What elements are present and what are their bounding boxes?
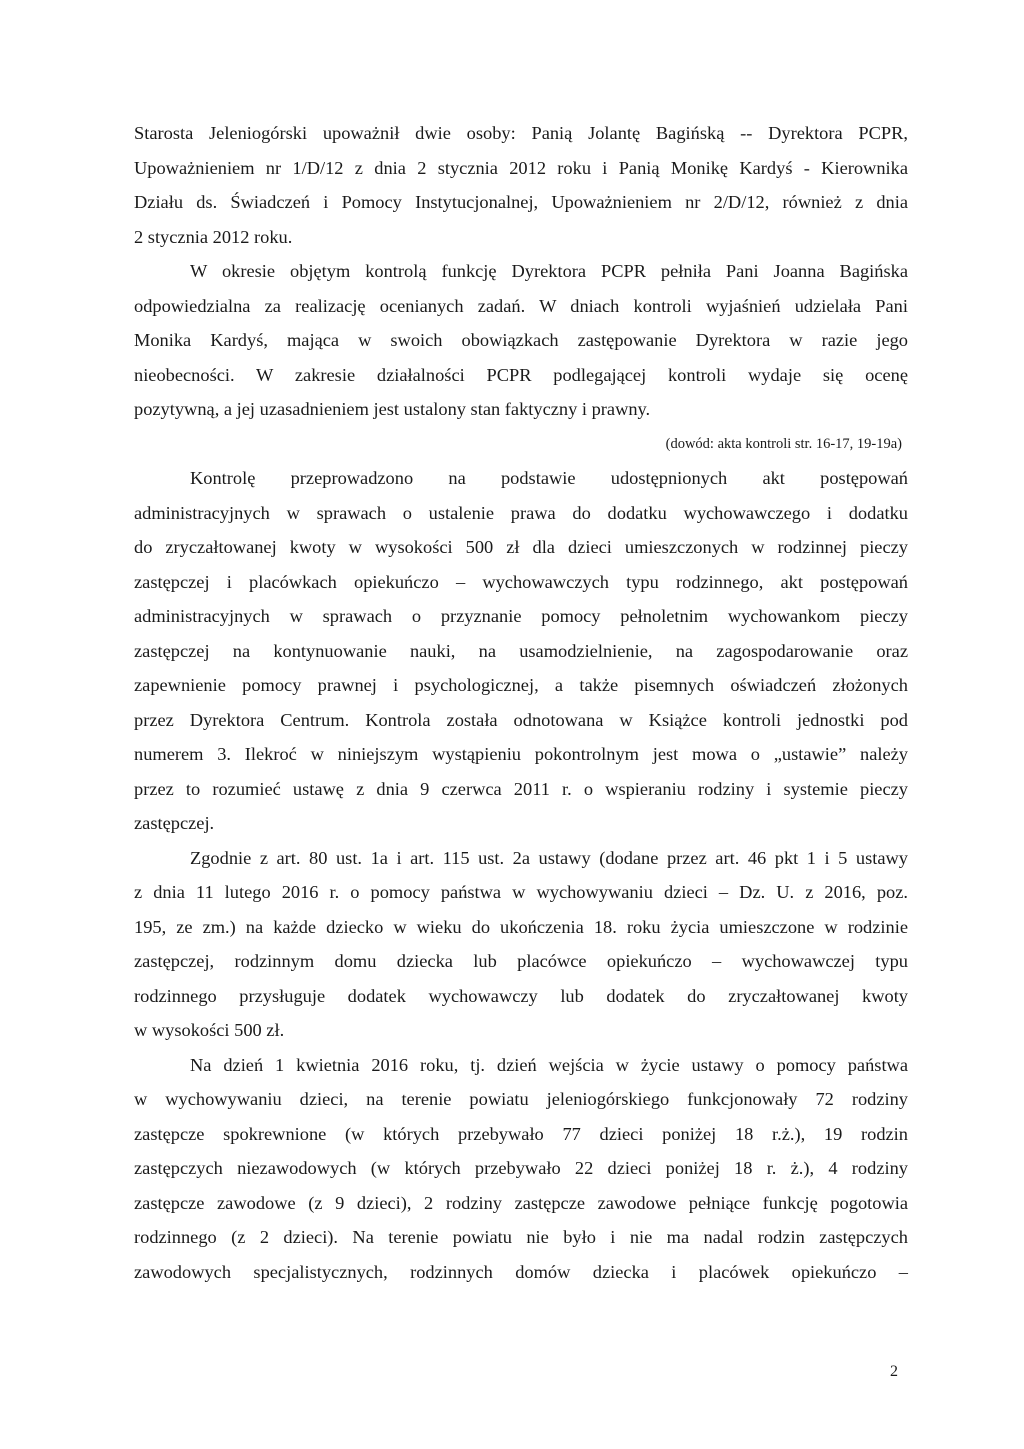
text-line: Zgodnie z art. 80 ust. 1a i art. 115 ust. 2a ustawy (dodane przez art. 46 pkt 1 i 5 ustawy (190, 847, 908, 868)
text-line: zastępczej. (134, 813, 215, 833)
text-line: Na dzień 1 kwietnia 2016 roku, tj. dzień wejścia w życie ustawy o pomocy państwa (190, 1054, 908, 1075)
text-line: Działu ds. Świadczeń i Pomocy Instytucjonalnej, Upoważnieniem nr 2/D/12, również z dnia (134, 192, 908, 212)
text-line: do zryczałtowanej kwoty w wysokości 500 zł dla dzieci umieszczonych w rodzinnej pieczy (134, 537, 908, 557)
text-line: zastępczej, rodzinnym domu dziecka lub placówce opiekuńczo – wychowawczej typu (134, 951, 908, 971)
text-line: zastępczych niezawodowych (w których przebywało 22 dzieci poniżej 18 r. ż.), 4 rodziny (134, 1158, 908, 1178)
text-line: zawodowych specjalistycznych, rodzinnych domów dziecka i placówek opiekuńczo – (134, 1261, 908, 1282)
text-line: z dnia 11 lutego 2016 r. o pomocy państwa w wychowywaniu dzieci – Dz. U. z 2016, poz. (134, 882, 908, 902)
text-line: odpowiedzialna za realizację ocenianych zadań. W dniach kontroli wyjaśnień udzielała Pani (134, 295, 908, 316)
text-line: Upoważnieniem nr 1/D/12 z dnia 2 stycznia 2012 roku i Panią Monikę Kardyś - Kierownika (134, 157, 908, 178)
text-line: w wychowywaniu dzieci, na terenie powiatu jeleniogórskiego funkcjonowały 72 rodziny (134, 1089, 908, 1109)
text-line: administracyjnych w sprawach o ustalenie prawa do dodatku wychowawczego i dodatku (134, 502, 908, 523)
text-line: zastępczej i placówkach opiekuńczo – wychowawczych typu rodzinnego, akt postępowań (134, 571, 908, 592)
text-line: W okresie objętym kontrolą funkcję Dyrektora PCPR pełniła Pani Joanna Bagińska (190, 261, 908, 281)
text-line: Kontrolę przeprowadzono na podstawie udostępnionych akt postępowań (190, 468, 908, 488)
page-number: 2 (890, 1363, 898, 1380)
text-line: w wysokości 500 zł. (134, 1020, 285, 1040)
evidence-reference: (dowód: akta kontroli str. 16-17, 19-19a) (665, 435, 902, 452)
text-line: numerem 3. Ilekroć w niniejszym wystąpieniu pokontrolnym jest mowa o „ustawie” należy (134, 744, 908, 764)
text-line: zastępcze zawodowe (z 9 dzieci), 2 rodziny zastępcze zawodowe pełniące funkcję pogotowia (134, 1192, 908, 1213)
text-line: zapewnienie pomocy prawnej i psychologicznej, a także pisemnych oświadczeń złożonych (134, 675, 908, 695)
document-body (134, 116, 908, 1289)
text-line: Monika Kardyś, mająca w swoich obowiązkach zastępowanie Dyrektora w razie jego (134, 330, 908, 350)
text-line: zastępcze spokrewnione (w których przebywało 77 dzieci poniżej 18 r.ż.), 19 rodzin (134, 1123, 908, 1144)
text-line: rodzinnego (z 2 dzieci). Na terenie powiatu nie było i nie ma nadal rodzin zastępczych (134, 1227, 908, 1247)
text-line: zastępczej na kontynuowanie nauki, na usamodzielnienie, na zagospodarowanie oraz (134, 640, 908, 661)
text-line: pozytywną, a jej uzasadnieniem jest ustalony stan faktyczny i prawny. (134, 399, 651, 419)
text-line: nieobecności. W zakresie działalności PCPR podlegającej kontroli wydaje się ocenę (134, 364, 908, 385)
text-line: przez to rozumieć ustawę z dnia 9 czerwca 2011 r. o wspieraniu rodziny i systemie pieczy (134, 778, 908, 799)
text-line: administracyjnych w sprawach o przyznanie pomocy pełnoletnim wychowankom pieczy (134, 606, 908, 626)
text-line: przez Dyrektora Centrum. Kontrola została odnotowana w Książce kontroli jednostki pod (134, 709, 908, 730)
text-line: 195, ze zm.) na każde dziecko w wieku do ukończenia 18. roku życia umieszczone w rodzinie (134, 916, 908, 937)
text-line: 2 stycznia 2012 roku. (134, 226, 293, 247)
text-line: rodzinnego przysługuje dodatek wychowawczy lub dodatek do zryczałtowanej kwoty (134, 985, 908, 1006)
text-line: Starosta Jeleniogórski upoważnił dwie osoby: Panią Jolantę Bagińską -- Dyrektora PCPR, (134, 123, 908, 143)
